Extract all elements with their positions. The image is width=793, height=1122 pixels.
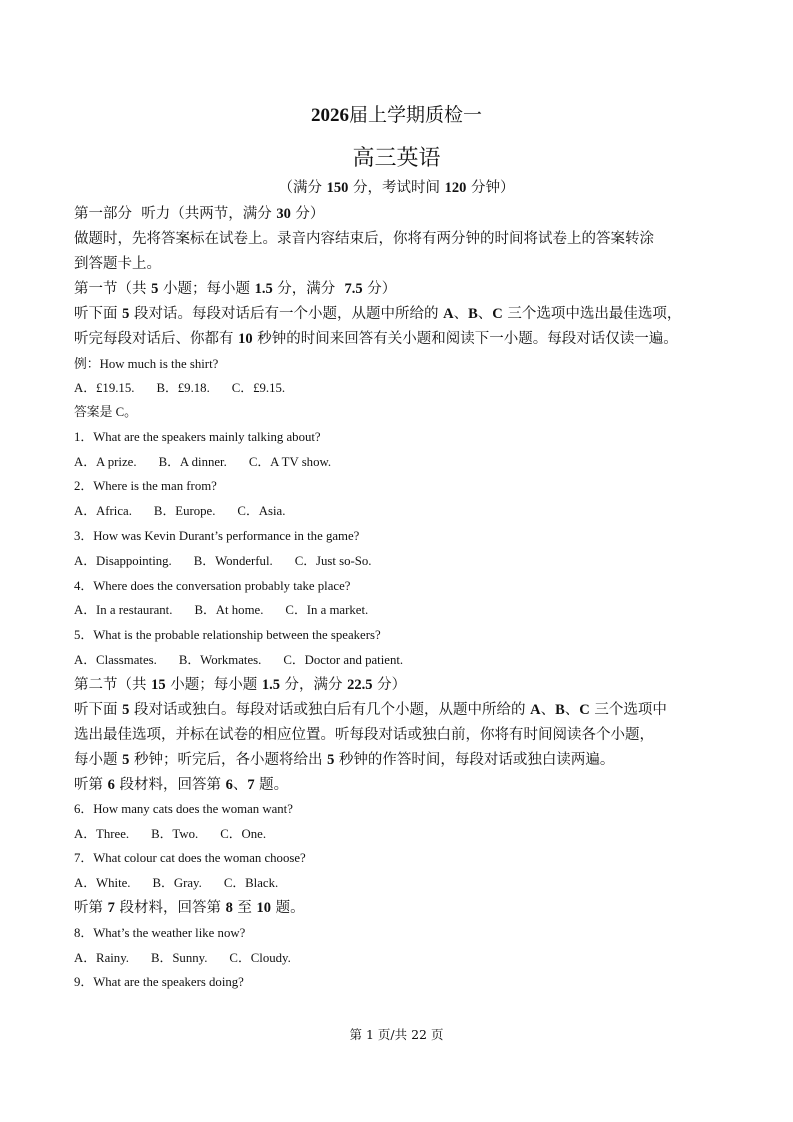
- option: C．Black.: [223, 876, 279, 890]
- option: B．Europe.: [153, 504, 216, 518]
- exam-title: 2026届上学期质检一: [310, 104, 482, 126]
- subject-title: 高三英语: [352, 146, 441, 171]
- section1-instr-line2: 听完每段对话后、你都有 10 秒钟的时间来回答有关小题和阅读下一小题。每段对话仅读一遍。: [74, 331, 678, 347]
- option: B．Gray.: [152, 876, 202, 890]
- section2-instr-line2: 选出最佳选项，并标在试卷的相应位置。听每段对话或独白前，你将有时间阅读各个小题，: [74, 727, 654, 743]
- option: C．A TV show.: [248, 455, 332, 469]
- question-5-options: [74, 649, 425, 668]
- option: A．In a restaurant.: [74, 603, 173, 617]
- option: C．Cloudy.: [229, 951, 291, 965]
- option: A．White.: [74, 876, 131, 890]
- section1-instr-line1: 听下面 5 段对话。每段对话后有一个小题，从题中所给的 A、B、C 三个选项中选出最佳选项，: [74, 306, 682, 322]
- section1-heading: 第一节（共 5 小题；每小题 1.5 分，满分 7.5 分）: [74, 281, 397, 297]
- option: B．A dinner.: [158, 455, 227, 469]
- question-2: 2．Where is the man from?: [74, 479, 217, 493]
- option: A．Disappointing.: [74, 554, 172, 568]
- question-6-options: [74, 823, 288, 842]
- option: A．A prize.: [74, 455, 137, 469]
- question-7-options: [74, 872, 300, 891]
- question-9: 9．What are the speakers doing?: [74, 975, 244, 989]
- example-options: [74, 377, 307, 396]
- option: B．Sunny.: [150, 951, 208, 965]
- option: C．Asia.: [237, 504, 286, 518]
- question-4: 4．Where does the conversation probably take place?: [74, 579, 351, 593]
- question-1: 1．What are the speakers mainly talking about?: [74, 430, 321, 444]
- page-footer: 第 1 页/共 22 页: [349, 1027, 444, 1042]
- option: B．Wonderful.: [193, 554, 273, 568]
- question-4-options: [74, 599, 390, 618]
- section2-instr-line3: 每小题 5 秒钟；听完后，各小题将给出 5 秒钟的作答时间，每段对话或独白读两遍。: [74, 752, 615, 768]
- exam-info: （满分 150 分，考试时间 120 分钟）: [278, 180, 515, 196]
- part1-heading: 第一部分 听力（共两节，满分 30 分）: [74, 206, 325, 222]
- option: C．Doctor and patient.: [283, 653, 404, 667]
- option: A．£19.15.: [74, 381, 135, 395]
- part1-intro-line2: 到答题卡上。: [74, 256, 161, 272]
- option: C．One.: [220, 827, 267, 841]
- option: B．At home.: [194, 603, 264, 617]
- option: A．Three.: [74, 827, 130, 841]
- question-8: 8．What’s the weather like now?: [74, 926, 246, 940]
- option: C．£9.15.: [231, 381, 286, 395]
- question-8-options: [74, 947, 313, 966]
- section2-heading: 第二节（共 15 小题；每小题 1.5 分，满分 22.5 分）: [74, 677, 407, 693]
- question-5: 5．What is the probable relationship between the speakers?: [74, 628, 381, 642]
- option: A．Rainy.: [74, 951, 129, 965]
- option: B．Two.: [151, 827, 199, 841]
- question-3: 3．How was Kevin Durant’s performance in the game?: [74, 529, 360, 543]
- option: A．Classmates.: [74, 653, 157, 667]
- question-1-options: [74, 451, 353, 470]
- section2-instr-line1: 听下面 5 段对话或独白。每段对话或独白后有几个小题，从题中所给的 A、B、C 三个选项中: [74, 702, 667, 718]
- question-3-options: [74, 550, 394, 569]
- question-2-options: [74, 500, 307, 519]
- material-6-heading: 听第 6 段材料，回答第 6、7 题。: [74, 777, 289, 793]
- example-answer: 答案是 C。: [74, 405, 137, 419]
- question-6: 6．How many cats does the woman want?: [74, 802, 293, 816]
- option: B．Workmates.: [178, 653, 262, 667]
- option: B．£9.18.: [156, 381, 210, 395]
- material-7-heading: 听第 7 段材料，回答第 8 至 10 题。: [74, 900, 305, 916]
- option: C．Just so-So.: [294, 554, 372, 568]
- option: A．Africa.: [74, 504, 132, 518]
- question-7: 7．What colour cat does the woman choose?: [74, 851, 306, 865]
- part1-intro-line1: 做题时，先将答案标在试卷上。录音内容结束后，你将有两分钟的时间将试卷上的答案转涂: [74, 231, 654, 247]
- option: C．In a market.: [285, 603, 369, 617]
- example-question: 例：How much is the shirt?: [74, 357, 219, 371]
